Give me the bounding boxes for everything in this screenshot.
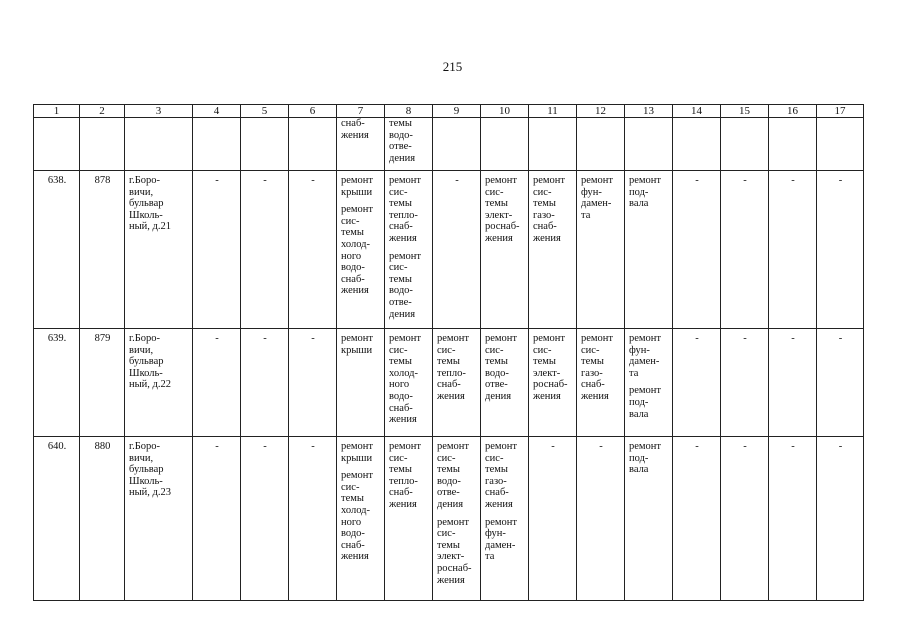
cell-line: жения bbox=[341, 551, 369, 563]
cell-line: снаб- bbox=[581, 379, 605, 391]
cell-line: вичи, bbox=[129, 344, 154, 356]
column-header: 1 bbox=[34, 105, 80, 118]
dash-value: - bbox=[599, 441, 603, 452]
table-cell bbox=[241, 437, 289, 601]
table-cell bbox=[337, 329, 385, 437]
cell-line: жения bbox=[533, 232, 561, 244]
dash-value: - bbox=[263, 333, 267, 344]
dash-value: - bbox=[838, 175, 843, 186]
work-item bbox=[629, 385, 669, 420]
work-item bbox=[629, 175, 669, 210]
cell-line: сис- bbox=[485, 344, 504, 356]
table-cell bbox=[721, 118, 769, 171]
cell-line: Школь- bbox=[129, 367, 163, 379]
table-cell bbox=[337, 118, 385, 171]
cell-line: дения bbox=[389, 152, 416, 164]
column-header: 10 bbox=[481, 105, 529, 118]
cell-line: водо- bbox=[341, 528, 365, 540]
table-cell bbox=[721, 171, 769, 329]
cell-line: ремонт bbox=[341, 333, 374, 344]
column-header: 17 bbox=[817, 105, 864, 118]
column-header: 3 bbox=[125, 105, 193, 118]
table-cell bbox=[577, 171, 625, 329]
table-cell bbox=[529, 437, 577, 601]
column-header: 2 bbox=[80, 105, 125, 118]
cell-line: ремонт bbox=[581, 175, 614, 186]
dash-value: - bbox=[695, 175, 699, 186]
cell-line: ремонт bbox=[341, 441, 374, 452]
cell-line: ного bbox=[389, 379, 410, 391]
work-item bbox=[485, 517, 525, 563]
cell-line: дения bbox=[437, 498, 464, 510]
cell-line: темы bbox=[389, 198, 412, 210]
cell-line: ный, д.21 bbox=[129, 221, 172, 233]
cell-line: ного bbox=[341, 516, 362, 528]
table-cell bbox=[481, 329, 529, 437]
work-item bbox=[341, 204, 381, 297]
cell-line: ный, д.22 bbox=[129, 379, 172, 391]
table-cell bbox=[385, 171, 433, 329]
cell-line: та bbox=[581, 209, 591, 221]
work-item bbox=[341, 175, 381, 198]
dash-value: - bbox=[695, 333, 699, 344]
cell-line: дамен- bbox=[629, 356, 660, 368]
row-number-cell bbox=[34, 329, 80, 437]
work-item bbox=[389, 251, 429, 321]
work-item bbox=[341, 333, 381, 356]
dash-value: - bbox=[743, 441, 747, 452]
cell-line: Школь- bbox=[129, 475, 163, 487]
table-row bbox=[34, 171, 864, 329]
table-cell bbox=[193, 118, 241, 171]
table-cell bbox=[433, 171, 481, 329]
table-cell bbox=[529, 118, 577, 171]
table-cell bbox=[385, 437, 433, 601]
cell-line: сис- bbox=[437, 452, 456, 464]
cell-line: снаб- bbox=[389, 487, 413, 499]
work-item bbox=[581, 175, 621, 221]
cell-line: дения bbox=[389, 308, 416, 320]
row-code: 879 bbox=[94, 333, 111, 344]
cell-line: фун- bbox=[581, 186, 602, 198]
table-cell bbox=[817, 437, 864, 601]
dash-value: - bbox=[838, 333, 843, 344]
table-cell bbox=[769, 171, 817, 329]
cell-line: снаб- bbox=[341, 539, 365, 551]
row-code-cell bbox=[80, 171, 125, 329]
cell-line: снаб- bbox=[485, 487, 509, 499]
cell-line: водо- bbox=[389, 390, 413, 402]
table-cell bbox=[289, 437, 337, 601]
cell-line: сис- bbox=[533, 186, 552, 198]
cell-line: ремонт bbox=[341, 470, 374, 482]
dash-value: - bbox=[215, 175, 219, 186]
dash-value: - bbox=[311, 175, 315, 186]
cell-line: жения bbox=[437, 574, 465, 586]
table-cell bbox=[481, 171, 529, 329]
work-item bbox=[533, 333, 573, 403]
cell-line: тепло- bbox=[437, 367, 466, 379]
table-cell bbox=[481, 118, 529, 171]
row-code-cell bbox=[80, 329, 125, 437]
cell-line: элект- bbox=[485, 209, 513, 221]
cell-line: крыши bbox=[341, 344, 373, 356]
table-cell bbox=[673, 437, 721, 601]
cell-line: темы bbox=[437, 356, 460, 368]
cell-line: вала bbox=[629, 408, 649, 420]
table-cell bbox=[385, 118, 433, 171]
table-cell bbox=[673, 329, 721, 437]
cell-line: снаб- bbox=[533, 221, 557, 233]
column-header: 8 bbox=[385, 105, 433, 118]
row-number: 638. bbox=[47, 175, 67, 186]
table-cell bbox=[529, 329, 577, 437]
work-item bbox=[437, 441, 477, 511]
table-cell bbox=[289, 329, 337, 437]
cell-line: темы bbox=[341, 493, 364, 505]
cell-line: роснаб- bbox=[533, 379, 568, 391]
cell-line: вичи, bbox=[129, 452, 154, 464]
cell-line: газо- bbox=[533, 209, 555, 221]
cell-line: тепло- bbox=[389, 475, 418, 487]
cell-line: холод- bbox=[341, 238, 370, 250]
cell-line: роснаб- bbox=[485, 221, 520, 233]
column-header: 15 bbox=[721, 105, 769, 118]
cell-line: темы bbox=[437, 539, 460, 551]
cell-line: тепло- bbox=[389, 209, 418, 221]
table-cell bbox=[289, 118, 337, 171]
cell-line: жения bbox=[485, 232, 513, 244]
cell-line: ремонт bbox=[485, 333, 518, 344]
cell-line: отве- bbox=[485, 379, 508, 391]
column-header: 16 bbox=[769, 105, 817, 118]
cell-line: дения bbox=[485, 390, 512, 402]
row-number: 639. bbox=[47, 333, 67, 344]
cell-line: темы bbox=[437, 464, 460, 476]
cell-line: сис- bbox=[581, 344, 600, 356]
dash-value: - bbox=[791, 333, 795, 344]
table-cell bbox=[721, 437, 769, 601]
cell-line: жения bbox=[437, 390, 465, 402]
dash-value: - bbox=[215, 441, 219, 452]
cell-line: темы bbox=[389, 356, 412, 368]
cell-line: под- bbox=[629, 396, 649, 408]
cell-line: та bbox=[629, 367, 639, 379]
column-header: 14 bbox=[673, 105, 721, 118]
cell-line: снаб- bbox=[389, 221, 413, 233]
work-item bbox=[437, 333, 477, 403]
table-cell bbox=[625, 329, 673, 437]
cell-line: сис- bbox=[341, 481, 360, 493]
row-code: 878 bbox=[94, 175, 111, 186]
cell-line: водо- bbox=[389, 129, 413, 141]
cell-line: водо- bbox=[389, 285, 413, 297]
dash-value: - bbox=[455, 175, 459, 186]
cell-line: ремонт bbox=[485, 441, 518, 452]
table-cell bbox=[577, 329, 625, 437]
cell-line: газо- bbox=[581, 367, 603, 379]
column-header: 11 bbox=[529, 105, 577, 118]
dash-value: - bbox=[311, 333, 315, 344]
cell-line: сис- bbox=[437, 344, 456, 356]
table-cell bbox=[673, 171, 721, 329]
cell-line: темы bbox=[533, 198, 556, 210]
cell-line: жения bbox=[389, 498, 417, 510]
page-number: 215 bbox=[442, 59, 463, 74]
cell-line: отве- bbox=[437, 487, 460, 499]
row-number-cell bbox=[34, 171, 80, 329]
cell-line: ный, д.23 bbox=[129, 487, 172, 499]
cell-line: ремонт bbox=[533, 333, 566, 344]
row-code-cell bbox=[80, 437, 125, 601]
table-cell bbox=[433, 437, 481, 601]
cell-line: ремонт bbox=[533, 175, 566, 186]
work-item bbox=[341, 470, 381, 563]
cell-line: отве- bbox=[389, 141, 412, 153]
column-header: 6 bbox=[289, 105, 337, 118]
cell-line: ремонт bbox=[389, 333, 422, 344]
table-cell bbox=[241, 171, 289, 329]
work-item bbox=[485, 333, 525, 403]
cell-line: сис- bbox=[341, 215, 360, 227]
cell-line: темы bbox=[389, 118, 412, 129]
dash-value: - bbox=[311, 441, 315, 452]
column-header: 9 bbox=[433, 105, 481, 118]
repair-schedule-table bbox=[33, 104, 864, 601]
cell-line: роснаб- bbox=[437, 562, 472, 574]
dash-value: - bbox=[791, 441, 795, 452]
table-cell bbox=[241, 329, 289, 437]
address-cell bbox=[125, 437, 193, 601]
cell-line: сис- bbox=[485, 452, 504, 464]
cell-line: сис- bbox=[389, 262, 408, 274]
work-item bbox=[581, 333, 621, 403]
table-cell bbox=[817, 118, 864, 171]
table-cell bbox=[481, 437, 529, 601]
cell-line: дамен- bbox=[581, 198, 612, 210]
cell-line: темы bbox=[485, 198, 508, 210]
cell-line: вала bbox=[629, 464, 649, 476]
cell-line: темы bbox=[533, 356, 556, 368]
dash-value: - bbox=[215, 333, 219, 344]
cell-line: ремонт bbox=[581, 333, 614, 344]
cell-line: вичи, bbox=[129, 186, 154, 198]
dash-value: - bbox=[743, 333, 747, 344]
table-cell bbox=[625, 118, 673, 171]
table-cell bbox=[817, 329, 864, 437]
cell-line: водо- bbox=[437, 475, 461, 487]
cell-line: ремонт bbox=[629, 333, 662, 344]
cell-line: жения bbox=[533, 390, 561, 402]
cell-line: бульвар bbox=[129, 198, 164, 210]
work-item bbox=[629, 441, 669, 476]
table-cell bbox=[80, 118, 125, 171]
row-number-cell bbox=[34, 437, 80, 601]
cell-line: темы bbox=[581, 356, 604, 368]
cell-line: сис- bbox=[485, 186, 504, 198]
work-item bbox=[437, 517, 477, 587]
column-header: 12 bbox=[577, 105, 625, 118]
dash-value: - bbox=[695, 441, 699, 452]
table-cell bbox=[34, 118, 80, 171]
cell-line: водо- bbox=[485, 367, 509, 379]
table-cell bbox=[769, 437, 817, 601]
table-cell bbox=[769, 118, 817, 171]
cell-line: бульвар bbox=[129, 464, 164, 476]
cell-line: ремонт bbox=[485, 175, 518, 186]
cell-line: водо- bbox=[341, 262, 365, 274]
dash-value: - bbox=[263, 175, 267, 186]
work-item bbox=[533, 175, 573, 245]
cell-line: вала bbox=[629, 198, 649, 210]
work-item bbox=[389, 175, 429, 245]
cell-line: ремонт bbox=[437, 441, 470, 452]
table-cell bbox=[433, 329, 481, 437]
cell-line: жения bbox=[389, 414, 417, 426]
cell-line: под- bbox=[629, 186, 649, 198]
work-item bbox=[485, 175, 525, 245]
dash-value: - bbox=[263, 441, 267, 452]
cell-line: темы bbox=[485, 356, 508, 368]
cell-line: под- bbox=[629, 452, 649, 464]
column-header: 13 bbox=[625, 105, 673, 118]
cell-line: бульвар bbox=[129, 356, 164, 368]
row-number: 640. bbox=[47, 441, 67, 452]
cell-line: г.Боро- bbox=[129, 333, 161, 344]
cell-line: ремонт bbox=[629, 385, 662, 397]
cell-line: жения bbox=[485, 498, 513, 510]
cell-line: сис- bbox=[533, 344, 552, 356]
table-cell bbox=[193, 171, 241, 329]
table-cell bbox=[193, 437, 241, 601]
table-cell bbox=[193, 329, 241, 437]
dash-value: - bbox=[743, 175, 747, 186]
cell-line: ремонт bbox=[389, 441, 422, 452]
table-cell bbox=[673, 118, 721, 171]
cell-line: холод- bbox=[389, 367, 418, 379]
cell-line: снаб- bbox=[341, 273, 365, 285]
cell-line: г.Боро- bbox=[129, 441, 161, 452]
cell-line: снаб- bbox=[341, 118, 365, 129]
cell-line: жения bbox=[341, 129, 369, 141]
work-item bbox=[341, 441, 381, 464]
work-item bbox=[389, 441, 429, 511]
table-cell bbox=[241, 118, 289, 171]
cell-line: отве- bbox=[389, 296, 412, 308]
cell-line: Школь- bbox=[129, 209, 163, 221]
table-cell bbox=[125, 118, 193, 171]
cell-line: холод- bbox=[341, 504, 370, 516]
table-cell bbox=[769, 329, 817, 437]
table-cell bbox=[337, 171, 385, 329]
column-header: 4 bbox=[193, 105, 241, 118]
cell-line: темы bbox=[389, 464, 412, 476]
column-header: 5 bbox=[241, 105, 289, 118]
cell-line: сис- bbox=[389, 452, 408, 464]
dash-value: - bbox=[838, 441, 843, 452]
cell-line: ремонт bbox=[341, 175, 374, 186]
cell-line: дамен- bbox=[485, 539, 516, 551]
table-cell bbox=[577, 437, 625, 601]
table-cell bbox=[433, 118, 481, 171]
table-cell bbox=[385, 329, 433, 437]
row-code: 880 bbox=[94, 441, 111, 452]
header-row bbox=[34, 105, 864, 118]
cell-line: сис- bbox=[437, 528, 456, 540]
cell-line: ремонт bbox=[437, 333, 470, 344]
cell-line: элект- bbox=[437, 551, 465, 563]
work-item bbox=[485, 441, 525, 511]
table-cell bbox=[817, 171, 864, 329]
cell-line: сис- bbox=[389, 344, 408, 356]
cell-line: крыши bbox=[341, 452, 373, 464]
work-item bbox=[389, 333, 429, 426]
cell-line: сис- bbox=[389, 186, 408, 198]
cell-line: г.Боро- bbox=[129, 175, 161, 186]
table-cell bbox=[337, 437, 385, 601]
address-cell bbox=[125, 171, 193, 329]
cell-line: темы bbox=[341, 227, 364, 239]
cell-line: темы bbox=[485, 464, 508, 476]
cell-line: элект- bbox=[533, 367, 561, 379]
dash-value: - bbox=[551, 441, 555, 452]
table-cell bbox=[577, 118, 625, 171]
cell-line: ремонт bbox=[389, 250, 422, 262]
continuation-row bbox=[34, 118, 864, 171]
cell-line: жения bbox=[341, 285, 369, 297]
cell-line: ного bbox=[341, 250, 362, 262]
cell-line: ремонт bbox=[629, 175, 662, 186]
cell-line: ремонт bbox=[437, 516, 470, 528]
table-cell bbox=[529, 171, 577, 329]
cell-line: фун- bbox=[629, 344, 650, 356]
cell-line: крыши bbox=[341, 186, 373, 198]
cell-line: фун- bbox=[485, 528, 506, 540]
cell-line: снаб- bbox=[389, 402, 413, 414]
table-row bbox=[34, 329, 864, 437]
column-header: 7 bbox=[337, 105, 385, 118]
cell-line: снаб- bbox=[437, 379, 461, 391]
cell-line: газо- bbox=[485, 475, 507, 487]
address-cell bbox=[125, 329, 193, 437]
cell-line: ремонт bbox=[629, 441, 662, 452]
work-item bbox=[629, 333, 669, 379]
cell-line: ремонт bbox=[389, 175, 422, 186]
cell-line: жения bbox=[581, 390, 609, 402]
table-cell bbox=[625, 171, 673, 329]
table-cell bbox=[721, 329, 769, 437]
table-cell bbox=[289, 171, 337, 329]
cell-line: ремонт bbox=[485, 516, 518, 528]
cell-line: темы bbox=[389, 273, 412, 285]
dash-value: - bbox=[791, 175, 795, 186]
table-cell bbox=[625, 437, 673, 601]
table-row bbox=[34, 437, 864, 601]
cell-line: ремонт bbox=[341, 204, 374, 216]
cell-line: жения bbox=[389, 232, 417, 244]
cell-line: та bbox=[485, 551, 495, 563]
